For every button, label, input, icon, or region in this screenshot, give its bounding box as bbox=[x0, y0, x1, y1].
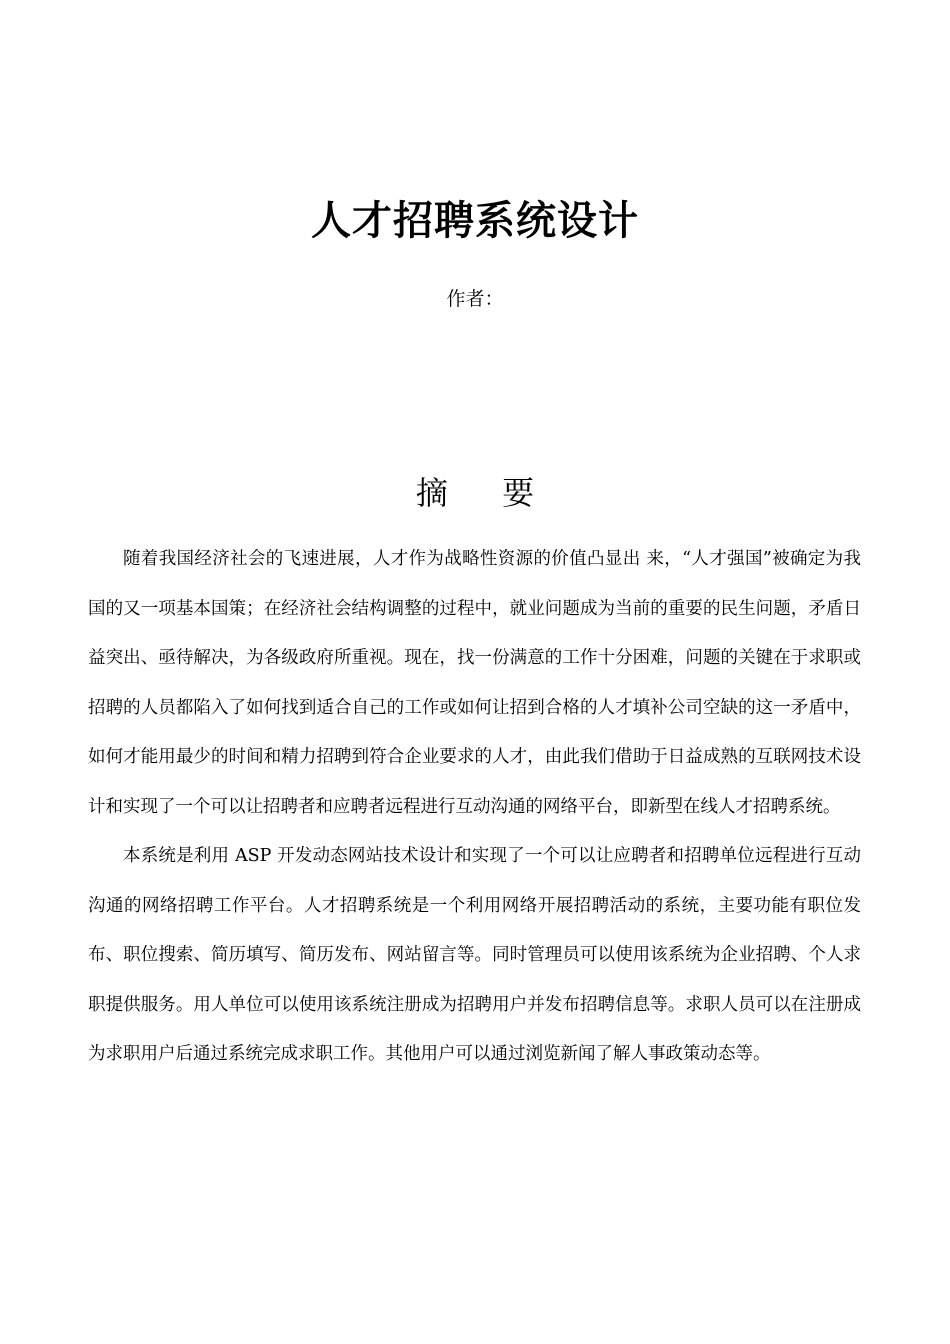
author-label: 作者： bbox=[446, 288, 504, 310]
abstract-heading: 摘 要 bbox=[415, 474, 557, 512]
abstract-paragraph-2: 本系统是利用 ASP 开发动态网站技术设计和实现了一个可以让应聘者和招聘单位远程进行互动沟通的网络招聘工作平台。人才招聘系统是一个利用网络开展招聘活动的系统，主要功能有职位发布、职位搜索、简历填写、简历发布、网站留言等。同时管理员可以使用该系统为企业招聘、个人求职提供服务。用人单位可以使用该系统注册成为招聘用户并发布招聘信息等。求职人员可以在注册成为求职用户后通过系统完成求职工作。其他用户可以通过浏览新闻了解人事政策动态等。 bbox=[88, 846, 861, 1064]
document-title: 人才招聘系统设计 bbox=[311, 197, 639, 244]
abstract-paragraph-1: 随着我国经济社会的飞速进展，人才作为战略性资源的价值凸显出 来，“人才强国”被确定为我国的又一项基本国策；在经济社会结构调整的过程中，就业问题成为当前的重要的民生问题，矛盾日益突出、亟待解决，为各级政府所重视。现在，找一份满意的工作十分困难，问题的关键在于求职或招聘的人员都陷入了如何找到适合自己的工作或如何让招到合格的人才填补公司空缺的这一矛盾中，如何才能用最少的时间和精力招聘到符合企业要求的人才，由此我们借助于日益成熟的互联网技术设计和实现了一个可以让招聘者和应聘者远程进行互动沟通的网络平台，即新型在线人才招聘系统。 bbox=[88, 549, 861, 817]
abstract-body bbox=[88, 535, 861, 1080]
